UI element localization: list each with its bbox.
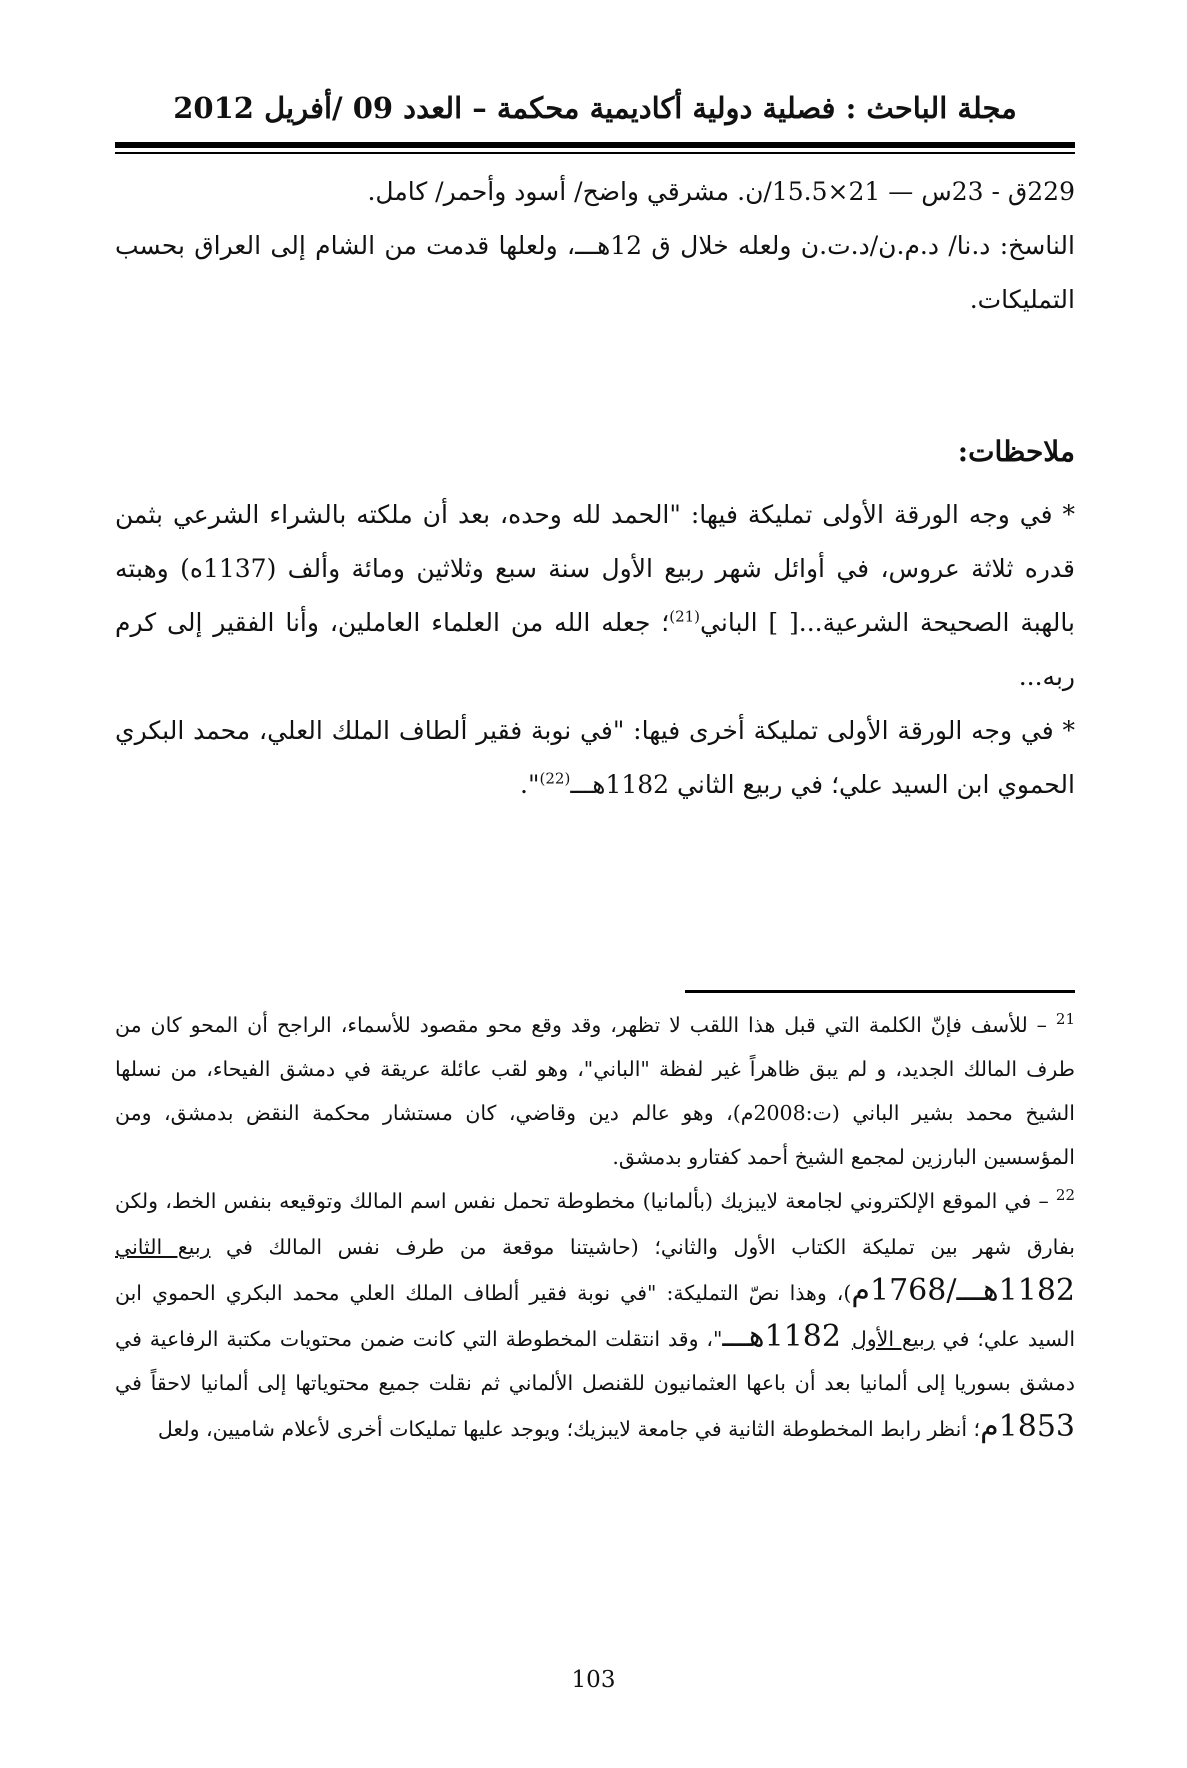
- footnote-22-date-3: 1853م: [980, 1409, 1075, 1444]
- footnote-separator: [685, 990, 1075, 993]
- footnote-22-text-c: "، وقد انتقلت المخطوطة التي كانت ضمن محتويات مكتبة الرفاعية في دمشق بسوريا إلى ألمانيا بعد أن باعها العثمانيون للقنصل الألماني ثم نقلت جميع محتوياتها إلى ألمانيا لاحقاً في: [115, 1327, 1075, 1395]
- notes-heading: ملاحظات:: [957, 435, 1075, 468]
- footnote-22-text-b: )، وهذا نصّ التمليكة: "في نوبة فقير ألطاف الملك العلي محمد البكري الحموي ابن السيد علي؛ في: [115, 1281, 1076, 1351]
- note-1-text-b: ؛ جعله الله من العلماء العاملين، وأنا الفقير إلى كرم ربه...: [115, 608, 1075, 691]
- footnotes: [115, 1003, 1075, 1451]
- footnote-ref-21: (21): [669, 607, 701, 626]
- page-number: 103: [571, 1667, 616, 1693]
- footnote-22: [115, 1179, 1075, 1451]
- footnote-21-number: 21: [1055, 1010, 1075, 1029]
- description-line-2: الناسخ: د.نا/ د.م.ن/د.ت.ن ولعله خلال ق 12هـــ، ولعلها قدمت من الشام إلى العراق بحسب التمليكات.: [115, 231, 1075, 314]
- footnote-21: [115, 1003, 1075, 1179]
- note-1-text-a: * في وجه الورقة الأولى تمليكة فيها: "الحمد لله وحده، بعد أن ملكته بالشراء الشرعي بثمن قدره ثلاثة عروس، في أوائل شهر ربيع الأول سنة سبع وثلاثين ومائة وألف (1137ه) وهبته بالهبة الصحيحة الشرعية...[ ] الباني: [115, 500, 1076, 637]
- header-rule-thin: [115, 152, 1075, 154]
- manuscript-description: [115, 165, 1075, 327]
- note-2-text-a: * في وجه الورقة الأولى تمليكة أخرى فيها: "في نوبة فقير ألطاف الملك العلي، محمد البكري الحموي ابن السيد علي؛ في ربيع الثاني 1182هـــ: [115, 716, 1075, 799]
- header-rule-thick: [115, 142, 1075, 148]
- description-line-1: 229ق - 23س — 21×15.5/ن. مشرقي واضح/ أسود وأحمر/ كامل.: [367, 177, 1075, 206]
- footnote-22-number: 22: [1055, 1186, 1075, 1205]
- note-1: [115, 488, 1075, 704]
- footnote-22-underlined-2: ربيع الأول: [851, 1327, 935, 1351]
- footnote-21-text: – للأسف فإنّ الكلمة التي قبل هذا اللقب لا تظهر، وقد وقع محو مقصود للأسماء، الراجح أن المحو كان من طرف المالك الجديد، و لم يبق ظاهراً غير لفظة "الباني"، وهو لقب عائلة عريقة في دمشق الفيحاء، من نسلها الشيخ محمد بشير الباني (ت:2008م)، وهو عالم دين وقاضي، كان مستشار محكمة النقض بدمشق، ومن المؤسسين البارزين لمجمع الشيخ أحمد كفتارو بدمشق.: [115, 1013, 1075, 1169]
- footnote-22-date-1: 1182هـــ/1768م: [851, 1273, 1075, 1308]
- note-2-text-b: ".: [520, 770, 540, 799]
- journal-header: مجلة الباحث : فصلية دولية أكاديمية محكمة – العدد 09 /أفريل 2012: [173, 91, 1017, 125]
- footnote-22-text-d: ؛ أنظر رابط المخطوطة الثانية في جامعة لايبزيك؛ ويوجد عليها تمليكات أخرى لأعلام شاميين، ولعل: [157, 1417, 981, 1441]
- notes-body: [115, 488, 1075, 812]
- footnote-22-date-2: 1182هـــ: [722, 1319, 852, 1354]
- note-2: [115, 704, 1075, 812]
- footnote-22-text-a: – في الموقع الإلكتروني لجامعة لايبزيك (بألمانيا) مخطوطة تحمل نفس اسم المالك وتوقيعه بنفس الخط، ولكن بفارق شهر بين تمليكة الكتاب الأول والثاني؛ (حاشيتنا موقعة من طرف نفس المالك في: [115, 1189, 1075, 1259]
- footnote-ref-22: (22): [539, 769, 571, 788]
- footnote-22-underlined-1: ربيع الثاني: [115, 1235, 211, 1259]
